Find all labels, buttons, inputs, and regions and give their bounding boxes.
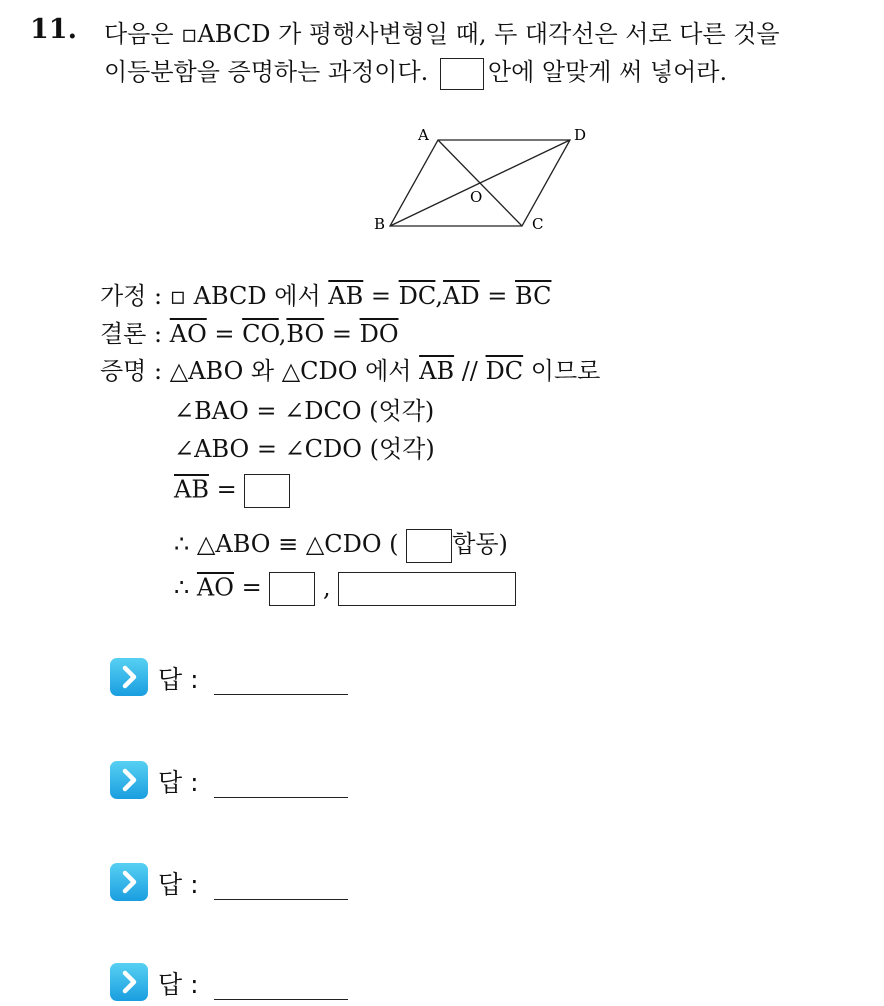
conclusion-line [100, 314, 399, 349]
vertex-label-d: D [574, 126, 587, 144]
equals-sign: = [216, 475, 237, 504]
equals-sign: = [370, 282, 392, 310]
equals-sign: = [331, 320, 352, 348]
conclusion-label: 결론 : [100, 320, 163, 348]
answer-blank-1[interactable] [244, 474, 290, 508]
diagonal-bd [390, 140, 570, 226]
proof-step-2: ∠ABO = ∠CDO (엇각) [174, 435, 435, 463]
answer-input-line[interactable] [214, 797, 348, 798]
segment-ad: $\overline{AD}$ [443, 282, 480, 310]
instruction-blank-box [440, 58, 484, 90]
chevron-right-icon [110, 963, 148, 1001]
question-line-2 [104, 52, 727, 90]
segment-ao: $\overline{AO}$ [196, 573, 234, 602]
hypothesis-shape: ▫ ABCD 에서 [169, 282, 321, 310]
chevron-right-icon [110, 863, 148, 901]
proof-label: 증명 : [100, 357, 163, 385]
answer-blank-3[interactable] [269, 572, 315, 606]
vertex-label-a: A [418, 126, 429, 144]
proof-line [100, 351, 600, 386]
answer-input-line[interactable] [214, 694, 348, 695]
segment-do: $\overline{DO}$ [359, 320, 399, 348]
proof-therefore-text: 이므로 [530, 357, 601, 385]
segment-ab: $\overline{AB}$ [174, 475, 209, 504]
vertex-label-c: C [532, 215, 544, 233]
proof-step-5 [174, 572, 516, 606]
vertex-label-b: B [374, 215, 386, 233]
equals-sign: = [214, 320, 235, 348]
segment-co: $\overline{CO}$ [242, 320, 279, 348]
proof-step-1: ∠BAO = ∠DCO (엇각) [174, 397, 435, 425]
center-label-o: O [470, 188, 483, 206]
segment-bc: $\overline{BC}$ [515, 282, 552, 310]
congruence-text: ∴ △ABO ≡ △CDO ( [174, 530, 399, 558]
question-line-1: 다음은 ▫ABCD 가 평행사변형일 때, 두 대각선은 서로 다른 것을 [104, 20, 780, 48]
segment-ab: $\overline{AB}$ [419, 357, 455, 385]
hypothesis-line [100, 276, 551, 311]
answer-label: 답 : [158, 768, 199, 797]
answer-blank-2[interactable] [406, 529, 452, 563]
segment-dc: $\overline{DC}$ [485, 357, 524, 385]
segment-dc: $\overline{DC}$ [398, 282, 436, 310]
hypothesis-label: 가정 : [100, 282, 163, 310]
answer-label: 답 : [158, 665, 199, 694]
comma: , [435, 282, 444, 310]
answer-blank-4[interactable] [338, 572, 516, 606]
parallel-sign: // [461, 357, 478, 385]
answer-input-line[interactable] [214, 999, 348, 1000]
equals-sign: = [241, 573, 262, 602]
chevron-right-icon [110, 658, 148, 696]
chevron-right-icon [110, 761, 148, 799]
proof-step-3 [174, 474, 290, 508]
answer-input-line[interactable] [214, 899, 348, 900]
comma: , [322, 573, 331, 602]
proof-triangles: △ABO 와 △CDO 에서 [169, 357, 412, 385]
question-number: 11. [30, 14, 77, 45]
segment-ao: $\overline{AO}$ [169, 320, 207, 348]
question-line-2-before: 이등분함을 증명하는 과정이다. [104, 58, 429, 86]
therefore-sign: ∴ [174, 573, 190, 602]
answer-label: 답 : [158, 970, 199, 999]
proof-step-4 [174, 524, 508, 563]
segment-bo: $\overline{BO}$ [286, 320, 325, 348]
parallelogram-figure [360, 118, 600, 238]
question-line-2-after: 안에 알맞게 써 넣어라. [487, 58, 728, 86]
segment-ab: $\overline{AB}$ [328, 282, 364, 310]
comma: , [278, 320, 287, 348]
congruence-suffix: 합동) [452, 530, 508, 558]
equals-sign: = [487, 282, 508, 310]
answer-label: 답 : [158, 870, 199, 899]
